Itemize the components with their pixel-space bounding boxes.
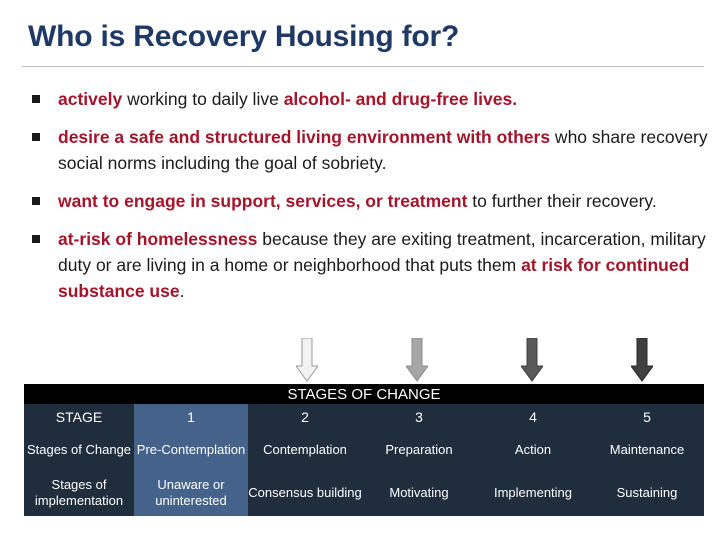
bullet-item [28, 188, 708, 214]
bullet-text: who share recovery social norms including the goal of sobriety. [58, 127, 708, 173]
square-bullet-icon [32, 95, 40, 103]
implementation-cell: Consensus building [248, 485, 362, 500]
stages-of-change-table [24, 384, 704, 516]
table-row-stage [24, 404, 704, 430]
row-label-stages-of-change: Stages of Change [26, 442, 132, 457]
title-divider [22, 66, 704, 67]
table-row-implementation [24, 470, 704, 516]
down-arrow-icon [521, 338, 543, 382]
stages-grid [24, 404, 704, 516]
highlighted-text: want to engage in support, services, or treatment [58, 191, 468, 211]
square-bullet-icon [32, 133, 40, 141]
stage-of-change-cell: Maintenance [609, 442, 685, 457]
bullet-item [28, 86, 708, 112]
down-arrow-icon [631, 338, 653, 382]
down-arrow-icon [406, 338, 428, 382]
stage-number-cell: 3 [415, 409, 423, 425]
bullet-item [28, 124, 708, 176]
implementation-cell: Sustaining [616, 485, 678, 500]
stage-number-cell: 5 [643, 409, 651, 425]
stage-number-cell: 4 [529, 409, 537, 425]
stages-table-header [24, 384, 704, 404]
slide-title: Who is Recovery Housing for? [28, 20, 460, 53]
stage-of-change-cell: Pre-Contemplation [134, 430, 248, 470]
bullet-list [28, 86, 708, 316]
implementation-cell: Motivating [389, 485, 449, 500]
highlighted-text: at-risk of homelessness [58, 229, 258, 249]
implementation-cell: Implementing [493, 485, 573, 500]
row-label-stage: STAGE [55, 409, 103, 425]
stage-of-change-cell: Action [514, 442, 552, 457]
stages-table-title: STAGES OF CHANGE [287, 386, 441, 403]
highlighted-text: desire a safe and structured living environment with others [58, 127, 551, 147]
highlighted-text: actively [58, 89, 123, 109]
bullet-text: to further their recovery. [467, 191, 657, 211]
square-bullet-icon [32, 197, 40, 205]
bullet-item [28, 226, 708, 304]
stage-of-change-cell: Contemplation [263, 442, 347, 457]
row-label-implementation: Stages of implementation [34, 477, 124, 508]
highlighted-text: at risk for continued substance use [58, 255, 690, 301]
implementation-cell: Unaware or uninterested [134, 470, 248, 516]
stage-number-cell: 1 [134, 404, 248, 430]
square-bullet-icon [32, 235, 40, 243]
bullet-text: . [179, 281, 185, 301]
stage-of-change-cell: Preparation [385, 442, 453, 457]
bullet-text: working to daily live [122, 89, 284, 109]
stage-number-cell: 2 [301, 409, 309, 425]
bullet-text: because they are exiting treatment, incarceration, military duty or are living in a home or neighborhood that puts them [58, 229, 706, 275]
table-row-stages-of-change [24, 430, 704, 470]
highlighted-text: alcohol- and drug-free lives. [283, 89, 518, 109]
down-arrow-icon [296, 338, 318, 382]
